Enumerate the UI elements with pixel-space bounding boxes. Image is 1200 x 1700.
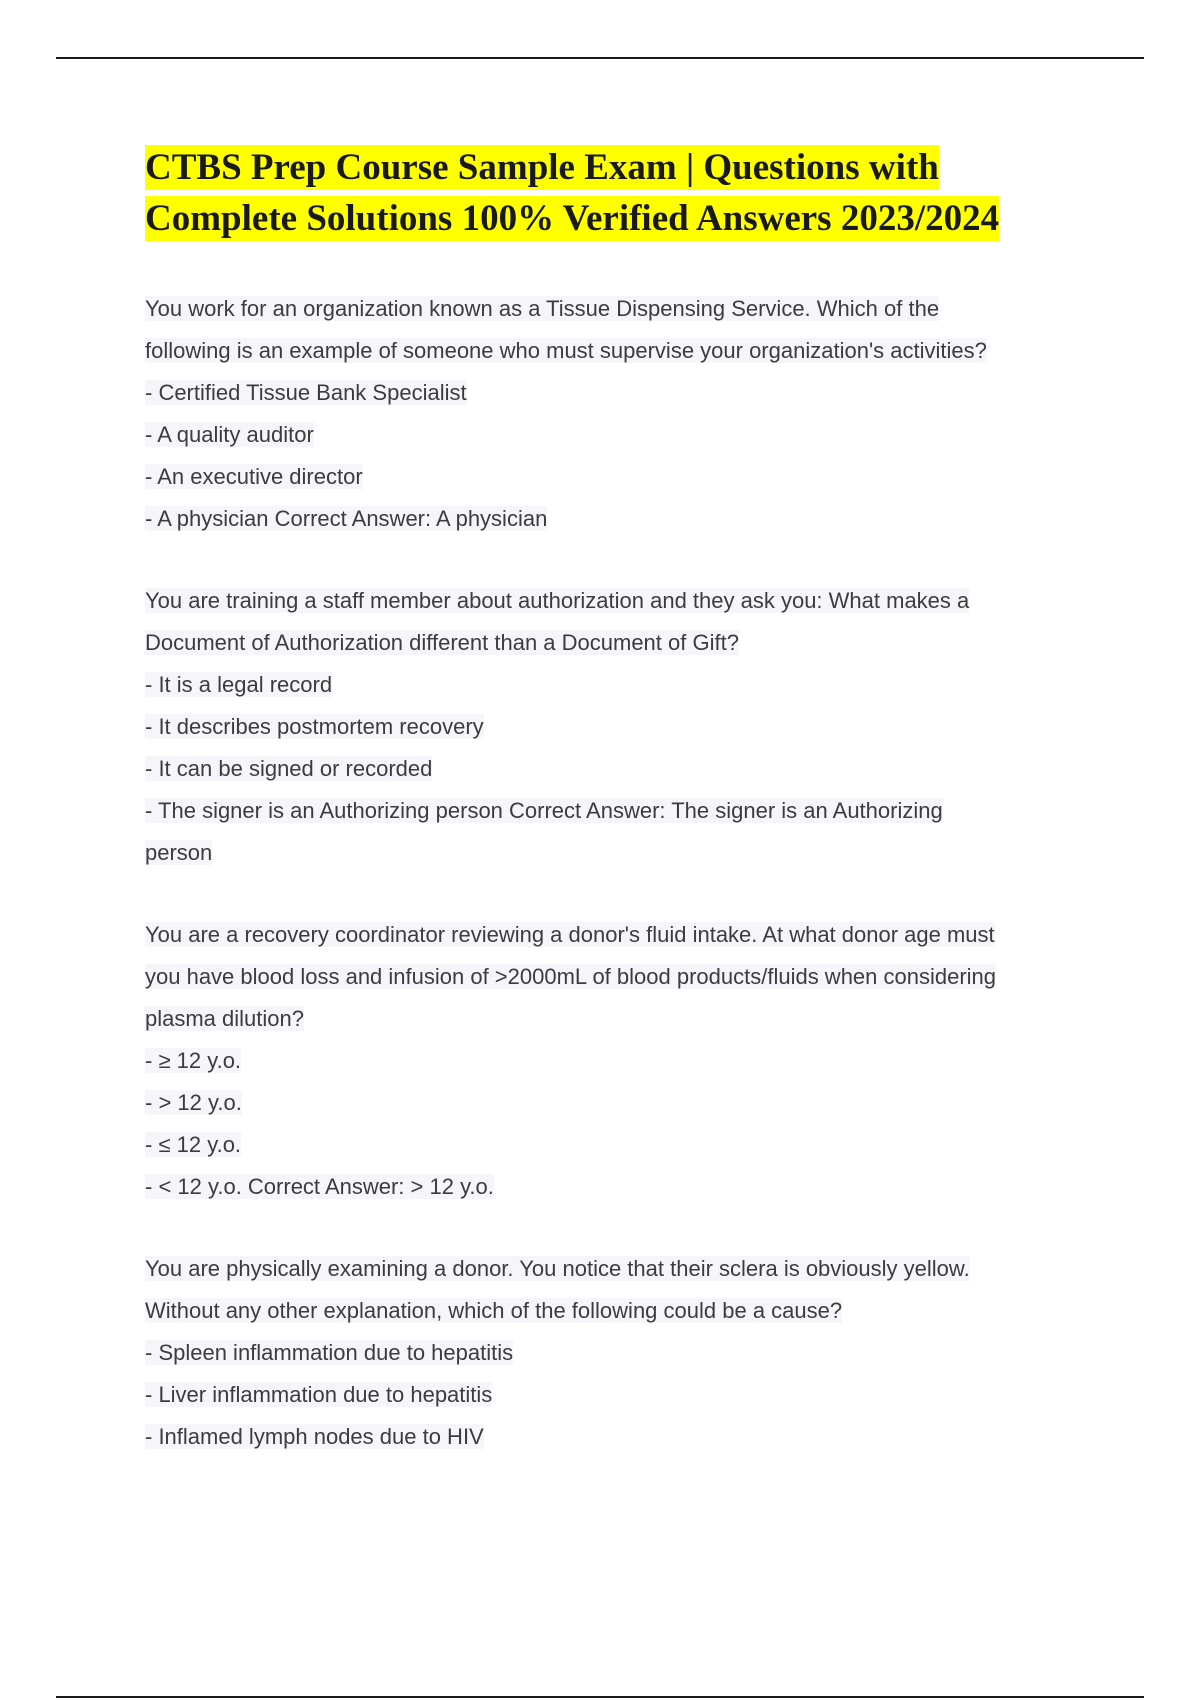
question-3-stem: You are a recovery coordinator reviewing a donor's fluid intake. At what donor age must xyxy=(145,922,995,947)
question-2-stem: Document of Authorization different than a Document of Gift? xyxy=(145,630,739,655)
question-4-stem: You are physically examining a donor. You notice that their sclera is obviously yellow. xyxy=(145,1256,970,1281)
question-2-option: - It describes postmortem recovery xyxy=(145,714,484,739)
header-rule xyxy=(56,57,1144,59)
document-title xyxy=(145,142,1105,244)
question-1-option-with-answer: - A physician Correct Answer: A physician xyxy=(145,506,548,531)
question-1-option: - A quality auditor xyxy=(145,422,314,447)
question-1-option: - An executive director xyxy=(145,464,363,489)
question-2-answer-continued: person xyxy=(145,840,213,865)
question-3-stem: you have blood loss and infusion of >2000mL of blood products/fluids when considering xyxy=(145,964,997,989)
title-line-1: CTBS Prep Course Sample Exam | Questions with xyxy=(145,147,939,188)
question-3 xyxy=(145,914,1105,1208)
question-4-option: - Liver inflammation due to hepatitis xyxy=(145,1382,493,1407)
question-3-option: - ≥ 12 y.o. xyxy=(145,1048,242,1073)
question-4-option: - Spleen inflammation due to hepatitis xyxy=(145,1340,514,1365)
question-4-option: - Inflamed lymph nodes due to HIV xyxy=(145,1424,484,1449)
question-4-stem: Without any other explanation, which of the following could be a cause? xyxy=(145,1298,843,1323)
question-2 xyxy=(145,580,1105,874)
document-body xyxy=(145,142,1105,1498)
question-3-stem: plasma dilution? xyxy=(145,1006,304,1031)
question-4 xyxy=(145,1248,1105,1458)
footer-rule xyxy=(56,1696,1144,1698)
question-2-stem: You are training a staff member about authorization and they ask you: What makes a xyxy=(145,588,970,613)
question-1-option: - Certified Tissue Bank Specialist xyxy=(145,380,467,405)
title-line-2: Complete Solutions 100% Verified Answers 2023/2024 xyxy=(145,198,1000,239)
question-2-option-with-answer: - The signer is an Authorizing person Correct Answer: The signer is an Authorizing xyxy=(145,798,943,823)
question-2-option: - It can be signed or recorded xyxy=(145,756,433,781)
question-2-option: - It is a legal record xyxy=(145,672,333,697)
question-3-option-with-answer: - < 12 y.o. Correct Answer: > 12 y.o. xyxy=(145,1174,494,1199)
question-1-stem: You work for an organization known as a Tissue Dispensing Service. Which of the xyxy=(145,296,940,321)
question-1 xyxy=(145,288,1105,540)
question-1-stem: following is an example of someone who must supervise your organization's activities? xyxy=(145,338,987,363)
question-3-option: - ≤ 12 y.o. xyxy=(145,1132,242,1157)
question-3-option: - > 12 y.o. xyxy=(145,1090,242,1115)
